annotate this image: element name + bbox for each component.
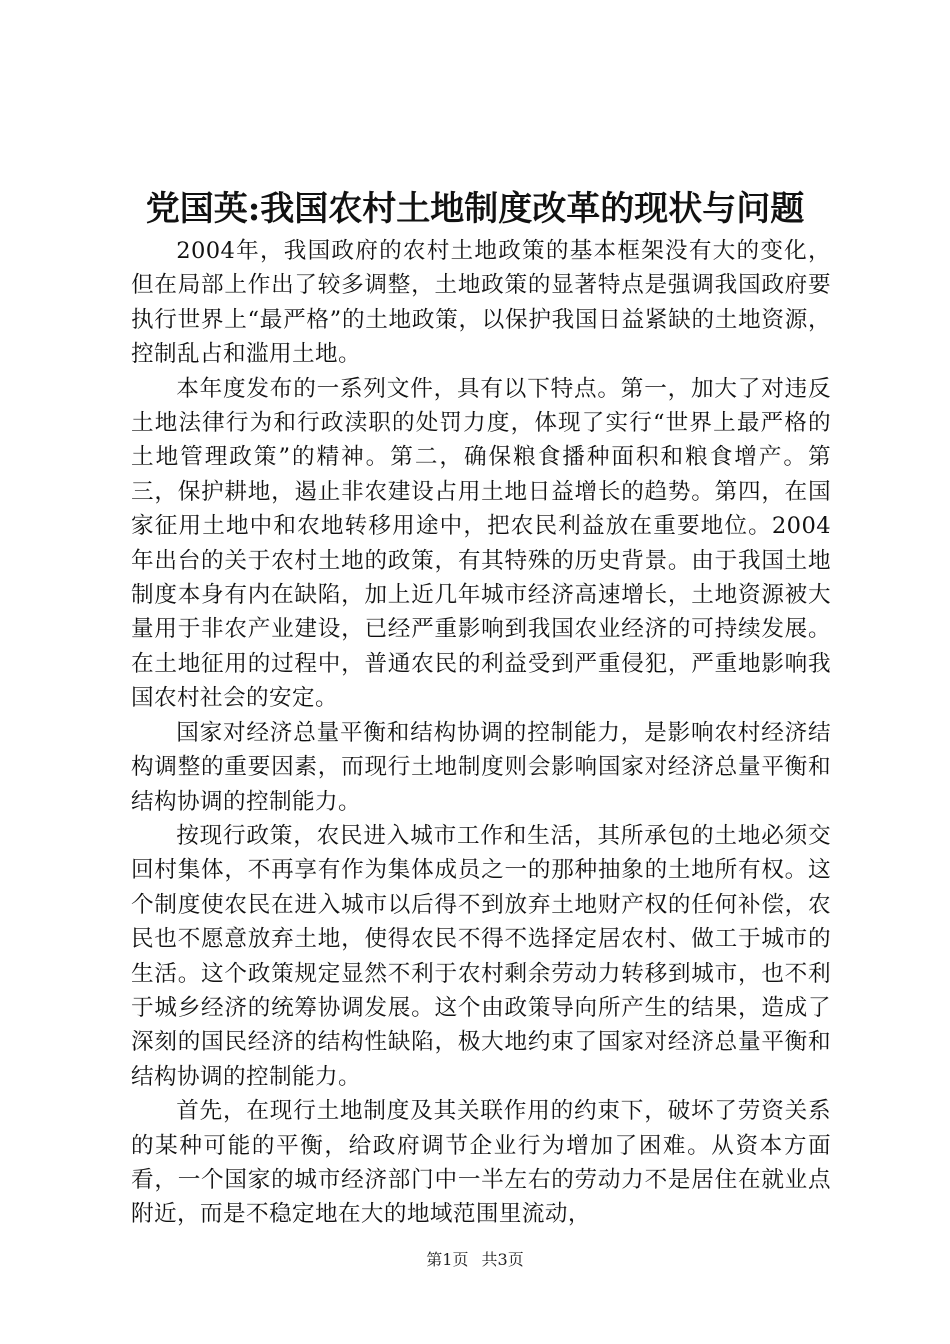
paragraph-1: 2004年，我国政府的农村土地政策的基本框架没有大的变化，但在局部上作出了较多调整，土地政策的显著特点是强调我国政府要执行世界上“最严格”的土地政策，以保护我国日益紧缺的土地资源，控制乱占和滥用土地。 (131, 238, 831, 368)
total-pages: 共3页 (481, 1250, 524, 1269)
document-title: 党国英:我国农村土地制度改革的现状与问题 (145, 189, 805, 229)
paragraph-4: 按现行政策，农民进入城市工作和生活，其所承包的土地必须交回村集体，不再享有作为集体成员之一的那种抽象的土地所有权。这个制度使农民在进入城市以后得不到放弃土地财产权的任何补偿，农民也不愿意放弃土地，使得农民不得不选择定居农村、做工于城市的生活。这个政策规定显然不利于农村剩余劳动力转移到城市，也不利于城乡经济的统筹协调发展。这个由政策导向所产生的结果，造成了深刻的国民经济的结构性缺陷，极大地约束了国家对经济总量平衡和结构协调的控制能力。 (131, 822, 831, 1090)
page-number: 第1页 (426, 1250, 469, 1269)
paragraph-5: 首先，在现行土地制度及其关联作用的约束下，破坏了劳资关系的某种可能的平衡，给政府调节企业行为增加了困难。从资本方面看，一个国家的城市经济部门中一半左右的劳动力不是居住在就业点附近，而是不稳定地在大的地域范围里流动， (131, 1098, 831, 1228)
paragraph-3: 国家对经济总量平衡和结构协调的控制能力，是影响农村经济结构调整的重要因素，而现行土地制度则会影响国家对经济总量平衡和结构协调的控制能力。 (131, 719, 831, 815)
paragraph-2: 本年度发布的一系列文件，具有以下特点。第一，加大了对违反土地法律行为和行政渎职的处罚力度，体现了实行“世界上最严格的土地管理政策”的精神。第二，确保粮食播种面积和粮食增产。第三，保护耕地，遏止非农建设占用土地日益增长的趋势。第四，在国家征用土地中和农地转移用途中，把农民利益放在重要地位。2004年出台的关于农村土地的政策，有其特殊的历史背景。由于我国土地制度本身有内在缺陷，加上近几年城市经济高速增长，土地资源被大量用于非农产业建设，已经严重影响到我国农业经济的可持续发展。在土地征用的过程中，普通农民的利益受到严重侵犯，严重地影响我国农村社会的安定。 (131, 375, 831, 712)
document-body (131, 234, 831, 1232)
page-footer (0, 1250, 950, 1270)
